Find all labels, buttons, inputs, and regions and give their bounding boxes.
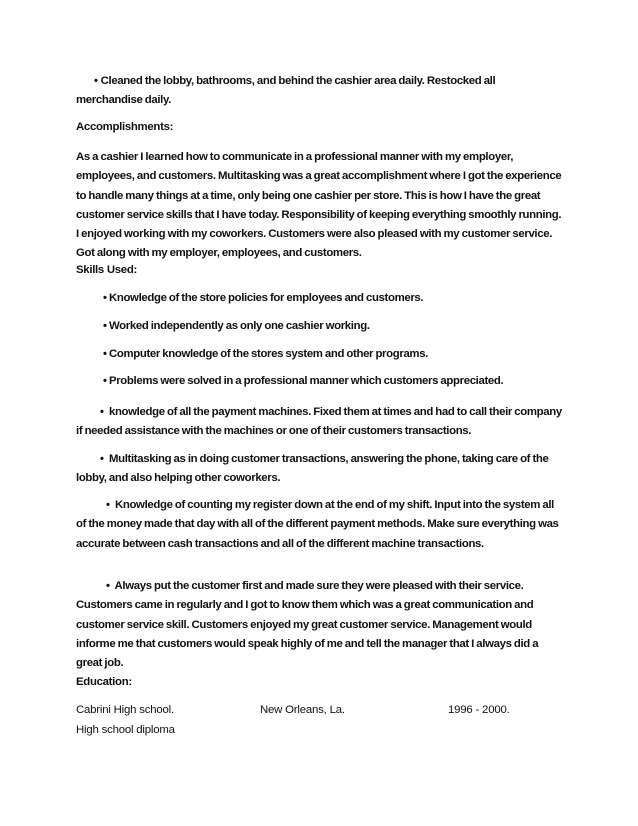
bullet-icon: • [103, 292, 107, 304]
skill-item [76, 450, 564, 489]
skill-item [76, 496, 564, 554]
bullet-icon: • [106, 580, 110, 592]
school-name: Cabrini High school. [76, 704, 174, 716]
skill-item [103, 375, 573, 387]
skill-text: Computer knowledge of the stores system and other programs. [108, 348, 429, 360]
skill-text: knowledge of all the payment machines. Fixed them at times and had to call their company if needed assistance with the machines or one of their customers transactions. [76, 406, 562, 438]
bullet-icon: • [100, 406, 104, 418]
education-heading: Education: [76, 676, 132, 688]
skill-item [103, 320, 573, 332]
skill-text: Problems were solved in a professional manner which customers appreciated. [108, 375, 504, 387]
skill-item [76, 577, 564, 673]
skill-text: Always put the customer first and made sure they were pleased with their service. Customers came in regularly and I got to know them which was a great communication and customer service skill. Customers enjoyed my great customer service. Management would informe me that customers would speak highly of me and tell the manager that I always did a great job. [76, 580, 539, 670]
skill-item [103, 292, 573, 304]
skill-text: Knowledge of the store policies for employees and customers. [108, 292, 424, 304]
bullet-icon: • [103, 348, 107, 360]
bullet-icon: • [100, 453, 104, 465]
skill-text: Knowledge of counting my register down at the end of my shift. Input into the system all of the money made that day with all of the different payment methods. Make sure everything was accurate between cash transactions and all of the different machine transactions. [76, 499, 559, 550]
school-years: 1996 - 2000. [448, 704, 510, 716]
school-location: New Orleans, La. [260, 704, 345, 716]
bullet-icon: • [106, 499, 110, 511]
skill-item [103, 348, 573, 360]
intro-bullet-paragraph [76, 72, 564, 111]
accomplishments-heading: Accomplishments: [76, 121, 174, 133]
accomplishments-text: As a cashier I learned how to communicate in a professional manner with my employer, employees, and customers. Multitasking was a great accomplishment where I got the experience to handle many things at a time, only being one cashier per store. This is how I have the great customer service skills that I have today. Responsibility of keeping everything smoothly running. I enjoyed working with my coworkers. Customers were also pleased with my customer service. Got along with my employer, employees, and customers. [76, 151, 562, 260]
bullet-icon: • [94, 75, 98, 87]
skill-text: Multitasking as in doing customer transactions, answering the phone, taking care of the lobby, and also helping other coworkers. [76, 453, 549, 485]
skill-text: Worked independently as only one cashier working. [108, 320, 370, 332]
degree: High school diploma [76, 724, 175, 736]
skill-item [76, 403, 564, 442]
bullet-icon: • [103, 320, 107, 332]
bullet-icon: • [103, 375, 107, 387]
intro-bullet-text: Cleaned the lobby, bathrooms, and behind the cashier area daily. Restocked all merchandise daily. [76, 75, 496, 107]
skills-heading: Skills Used: [76, 264, 137, 276]
